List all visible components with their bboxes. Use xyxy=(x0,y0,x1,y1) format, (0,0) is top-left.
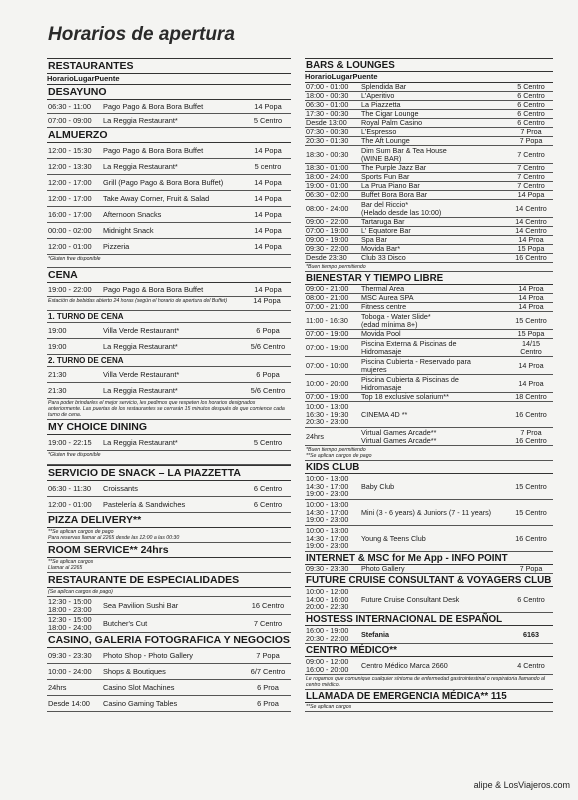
schedule-row xyxy=(47,383,291,399)
hours-cell: 10:00 - 24:00 xyxy=(48,666,92,676)
schedule-row xyxy=(305,375,553,393)
schedule-row xyxy=(47,283,291,297)
hours-cell: 07:00 - 10:00 xyxy=(306,360,349,370)
deck-cell: 7 Popa xyxy=(256,650,280,660)
schedule-row xyxy=(47,664,291,680)
deck-cell: 14 Popa xyxy=(254,101,282,111)
hours-cell: 10:00 - 12:00 14:00 - 16:00 20:00 - 22:30 xyxy=(306,587,349,612)
footnote: *Buen tiempo permitiendo **Se aplican cargos de pago xyxy=(305,446,553,461)
hours-cell: Horario xyxy=(305,72,332,81)
schedule-row xyxy=(305,137,553,146)
deck-cell: 16 Centro xyxy=(251,600,285,610)
hours-cell: 06:30 - 11:00 xyxy=(48,101,92,111)
place-cell: Spa Bar xyxy=(361,235,387,245)
deck-cell: 7 Centro xyxy=(517,149,545,159)
section-header: FUTURE CRUISE CONSULTANT & VOYAGERS CLUB xyxy=(306,575,552,586)
schedule-row xyxy=(305,626,553,644)
place-cell: Shops & Boutiques xyxy=(103,666,166,676)
section-header: ALMUERZO xyxy=(47,128,291,143)
subsection-header: 2. TURNO DE CENA xyxy=(47,355,291,367)
deck-cell: 7 Centro xyxy=(517,172,545,182)
place-cell: Take Away Corner, Fruit & Salad xyxy=(103,193,210,203)
place-cell: Villa Verde Restaurant* xyxy=(103,325,180,335)
hours-cell: 07:00 - 01:00 xyxy=(306,82,349,92)
deck-cell: 18 Centro xyxy=(515,392,547,402)
footnote: *Buen tiempo permitiendo xyxy=(305,263,553,272)
hours-cell: 16:00 - 17:00 xyxy=(48,209,92,219)
hours-cell: 12:00 - 13:30 xyxy=(48,161,92,171)
schedule-row xyxy=(47,159,291,175)
section-header: PIZZA DELIVERY** xyxy=(47,513,291,528)
deck-cell: 14 Centro xyxy=(515,226,547,236)
place-cell: The Aft Lounge xyxy=(361,136,410,146)
hours-cell: 16:00 - 19:00 20:30 - 22:00 xyxy=(306,625,349,643)
place-cell: Fitness centre xyxy=(361,302,407,312)
watermark-credit: alipe & LosViajeros.com xyxy=(473,780,570,790)
place-cell: MSC Aurea SPA xyxy=(361,293,414,303)
deck-cell: 14 Centro xyxy=(515,217,547,227)
deck-cell: 6 Popa xyxy=(256,325,280,335)
section-header: CENA xyxy=(47,268,291,283)
hours-cell: 17:30 - 00:30 xyxy=(306,109,349,119)
hours-cell: 19:00 - 22:15 xyxy=(48,437,92,447)
place-cell: Croissants xyxy=(103,483,138,493)
hours-cell: 06:30 - 11:30 xyxy=(48,483,92,493)
hours-cell: 07:30 - 00:30 xyxy=(306,127,349,137)
schedule-row xyxy=(47,696,291,712)
section-header: DESAYUNO xyxy=(47,85,291,100)
deck-cell: 5/6 Centro xyxy=(250,385,286,395)
deck-cell: 7 Centro xyxy=(517,181,545,191)
place-cell: L' Equatore Bar xyxy=(361,226,411,236)
hours-cell: 07:00 - 19:00 xyxy=(306,392,349,402)
deck-cell: 7 Centro xyxy=(517,163,545,173)
deck-cell: 15 Centro xyxy=(515,507,547,517)
schedule-row xyxy=(305,428,553,446)
deck-cell: 6 Centro xyxy=(253,483,283,493)
deck-cell: 14 Proa xyxy=(518,378,544,388)
footnote: (Se aplican cargos de pago) xyxy=(47,588,291,597)
place-cell: La Reggia Restaurant* xyxy=(103,161,178,171)
deck-cell: 16 Centro xyxy=(515,253,547,263)
place-cell: Sports Fun Bar xyxy=(361,172,410,182)
schedule-row xyxy=(47,223,291,239)
schedule-row xyxy=(47,680,291,696)
hours-cell: 07:00 - 21:00 xyxy=(306,302,349,312)
deck-cell: Puente xyxy=(94,74,120,83)
place-cell: Afternoon Snacks xyxy=(103,209,162,219)
schedule-row xyxy=(47,175,291,191)
schedule-row xyxy=(305,191,553,200)
place-cell: Tartaruga Bar xyxy=(361,217,405,227)
schedule-row xyxy=(305,330,553,339)
hours-cell: 07:00 - 19:00 xyxy=(306,342,349,352)
deck-cell: 14 Popa xyxy=(254,284,282,294)
deck-cell: 6 Centro xyxy=(517,109,545,119)
deck-cell: 15 Centro xyxy=(515,315,547,325)
place-cell: Young & Teens Club xyxy=(361,533,426,543)
section-header: HOSTESS INTERNACIONAL DE ESPAÑOL xyxy=(305,613,553,626)
place-cell: Dim Sum Bar & Tea House (WINE BAR) xyxy=(361,145,447,163)
hours-cell: 12:00 - 01:00 xyxy=(48,499,92,509)
section-header: BIENESTAR Y TIEMPO LIBRE xyxy=(305,272,553,285)
schedule-row xyxy=(47,435,291,451)
place-cell: La Reggia Restaurant* xyxy=(103,385,178,395)
hours-cell: 12:00 - 17:00 xyxy=(48,177,92,187)
deck-cell: 7 Proa xyxy=(520,127,542,137)
section-header: KIDS CLUB xyxy=(305,461,553,474)
hours-cell: 09:00 - 12:00 16:00 - 20:00 xyxy=(306,656,349,674)
place-cell: Piscina Cubierta - Reservado para mujeres xyxy=(361,356,471,374)
hours-cell: 09:00 - 19:00 xyxy=(306,235,349,245)
hours-cell: 19:00 xyxy=(48,325,67,335)
place-cell: Buffet Bora Bora Bar xyxy=(361,190,428,200)
deck-cell: 7 Popa xyxy=(519,136,543,146)
footnote: **Se aplican cargos Llamar al 2265 xyxy=(47,558,291,573)
hours-cell: 24hrs xyxy=(48,682,67,692)
deck-cell: 14 Proa xyxy=(518,293,544,303)
place-cell: Lugar xyxy=(73,74,95,83)
deck-cell: 14 Centro xyxy=(515,203,547,213)
deck-cell: 5 Centro xyxy=(253,115,283,125)
deck-cell: 14 Popa xyxy=(254,193,282,203)
section-header: INTERNET & MSC for Me App - INFO POINT xyxy=(305,552,553,565)
hours-cell: 18:00 - 24:00 xyxy=(306,172,349,182)
schedule-row xyxy=(305,303,553,312)
place-cell: Stefania xyxy=(361,629,389,639)
place-cell: Thermal Area xyxy=(361,284,405,294)
page-title: Horarios de apertura xyxy=(48,24,235,45)
place-cell: Photo Shop - Photo Gallery xyxy=(103,650,193,660)
hours-cell: Horario xyxy=(47,74,74,83)
right-column xyxy=(305,58,553,712)
section-header: ROOM SERVICE** 24hrs xyxy=(47,543,291,558)
schedule-row xyxy=(305,200,553,218)
hours-cell: 10:00 - 13:00 14:30 - 17:00 19:00 - 23:00 xyxy=(306,526,349,551)
deck-cell: 6 Popa xyxy=(256,369,280,379)
place-cell: Piscina Externa & Piscinas de Hidromasaje xyxy=(361,338,457,356)
schedule-row xyxy=(47,481,291,497)
hours-cell: Desde 14:00 xyxy=(48,698,90,708)
schedule-row xyxy=(305,526,553,552)
deck-cell: 6 Centro xyxy=(517,100,545,110)
schedule-row xyxy=(305,657,553,675)
left-column xyxy=(47,58,291,712)
deck-cell: 14 Popa xyxy=(517,190,545,200)
hours-cell: 11:00 - 16:30 xyxy=(306,315,348,325)
place-cell: Villa Verde Restaurant* xyxy=(103,369,180,379)
schedule-row xyxy=(305,474,553,500)
place-cell: La Reggia Restaurant* xyxy=(103,341,178,351)
deck-cell: 16 Centro xyxy=(515,409,547,419)
place-cell: The Purple Jazz Bar xyxy=(361,163,427,173)
hours-cell: 12:00 - 15:30 xyxy=(48,145,92,155)
hours-cell: 20:30 - 01:30 xyxy=(306,136,349,146)
place-cell: Royal Palm Casino xyxy=(361,118,423,128)
hours-cell: 12:00 - 01:00 xyxy=(48,241,92,251)
footnote: Para poder brindarles el mejor servicio, les pedimos que respeten los horarios designados anteriormente. Las puertas de los restaurantes se cerrarán 15 minutos después de que comience cada turno de cena. xyxy=(47,399,291,420)
deck-cell: 5 centro xyxy=(254,161,282,171)
subsection-header: 1. TURNO DE CENA xyxy=(47,311,291,323)
place-cell: Movida Bar* xyxy=(361,244,401,254)
section-header: BARS & LOUNGES xyxy=(305,58,553,72)
place-cell: Club 33 Disco xyxy=(361,253,406,263)
hours-cell: 12:00 - 17:00 xyxy=(48,193,92,203)
deck-cell: 6163 xyxy=(523,629,539,639)
place-cell: Photo Gallery xyxy=(361,564,405,574)
schedule-row xyxy=(47,367,291,383)
hours-cell: 18:00 - 00:30 xyxy=(306,91,349,101)
section-header: LLAMADA DE EMERGENCIA MÉDICA** 115 xyxy=(305,690,553,703)
schedule-row xyxy=(305,500,553,526)
section-header: CASINO, GALERIA FOTOGRAFICA Y NEGOCIOS xyxy=(48,634,290,646)
section-header: RESTAURANTES xyxy=(47,58,291,74)
deck-cell: Puente xyxy=(352,72,378,81)
place-cell: Future Cruise Consultant Desk xyxy=(361,594,460,604)
place-cell: Splendida Bar xyxy=(361,82,407,92)
section-header: RESTAURANTE DE ESPECIALIDADES xyxy=(47,573,291,588)
hours-cell: 18:30 - 01:00 xyxy=(306,163,349,173)
deck-cell: 7 Popa xyxy=(519,564,543,574)
place-cell: Pastelería & Sandwiches xyxy=(103,499,186,509)
deck-cell: 14 Popa xyxy=(254,241,282,251)
schedule-row xyxy=(47,100,291,114)
schedule-row xyxy=(47,143,291,159)
deck-cell: 14 Popa xyxy=(254,225,282,235)
hours-cell: 09:30 - 23:30 xyxy=(48,650,92,660)
deck-cell: 14 Proa xyxy=(518,284,544,294)
place-cell: La Reggia Restaurant* xyxy=(103,115,178,125)
deck-cell: 6 Centro xyxy=(253,499,283,509)
hours-cell: 24hrs xyxy=(306,431,324,441)
deck-cell: 14 Proa xyxy=(518,235,544,245)
hours-cell: 09:30 - 23:30 xyxy=(306,564,349,574)
place-cell: L'Aperitivo xyxy=(361,91,395,101)
schedule-row xyxy=(47,239,291,255)
place-cell: La Prua Piano Bar xyxy=(361,181,420,191)
place-cell: Top 18 exclusive solarium** xyxy=(361,392,449,402)
footnote: **Se aplican cargos xyxy=(305,703,553,712)
hours-cell: 21:30 xyxy=(48,369,67,379)
place-cell: Bar del Riccio* (Helado desde las 10:00) xyxy=(361,199,442,217)
place-cell: Piscina Cubierta & Piscinas de Hidromasaje xyxy=(361,374,459,392)
place-cell: Centro Médico Marca 2660 xyxy=(361,660,448,670)
place-cell: CINEMA 4D ** xyxy=(361,409,408,419)
place-cell: Grill (Pago Pago & Bora Bora Buffet) xyxy=(103,177,224,187)
place-cell: La Piazzetta xyxy=(361,100,401,110)
place-cell: Pizzeria xyxy=(103,241,130,251)
section-header: SERVICIO DE SNACK – LA PIAZZETTA xyxy=(47,465,291,481)
place-cell: Mini (3 - 6 years) & Juniors (7 - 11 years) xyxy=(361,507,492,517)
hours-cell: 12:30 - 15:00 18:00 - 24:00 xyxy=(48,614,92,632)
schedule-row xyxy=(305,393,553,402)
place-cell: Toboga - Water Slide* (edad mínima 8+) xyxy=(361,311,431,329)
schedule-row xyxy=(47,207,291,223)
place-cell: La Reggia Restaurant* xyxy=(103,437,178,447)
schedule-row xyxy=(47,323,291,339)
deck-cell: 6/7 Centro xyxy=(250,666,286,676)
hours-cell: 08:00 - 21:00 xyxy=(306,293,349,303)
place-cell: Movida Pool xyxy=(361,329,401,339)
hours-cell: 08:00 - 24:00 xyxy=(306,203,349,213)
place-cell: The Cigar Lounge xyxy=(361,109,419,119)
hours-cell: 18:30 - 00:30 xyxy=(306,149,349,159)
schedule-row xyxy=(47,497,291,513)
hours-cell: 12:30 - 15:00 18:00 - 23:00 xyxy=(48,596,92,614)
deck-cell: 6 Proa xyxy=(257,698,279,708)
deck-cell: 6 Centro xyxy=(517,91,545,101)
schedule-row xyxy=(47,597,291,615)
schedule-row xyxy=(47,191,291,207)
deck-cell: 15 Popa xyxy=(517,244,545,254)
column-headers xyxy=(47,74,291,85)
schedule-row xyxy=(305,254,553,263)
schedule-row xyxy=(305,339,553,357)
place-cell: Casino Gaming Tables xyxy=(103,698,178,708)
hours-cell: 10:00 - 20:00 xyxy=(306,378,349,388)
place-cell: Butcher's Cut xyxy=(103,618,148,628)
footnote: *Gluten free disponible xyxy=(47,255,291,268)
deck-cell: 14 Proa xyxy=(518,302,544,312)
deck-cell: 15 Centro xyxy=(515,481,547,491)
footnote: Estación de bebidas abierto 24 horas (según el horario de apertura del Buffet) 14 Popa xyxy=(47,297,291,311)
hours-cell: 07:00 - 19:00 xyxy=(306,226,349,236)
hours-cell: 09:30 - 22:00 xyxy=(306,244,349,254)
hours-cell: 06:30 - 02:00 xyxy=(306,190,349,200)
deck-cell: 7 Centro xyxy=(253,618,283,628)
deck-cell: 6 Centro xyxy=(517,118,545,128)
place-cell: Pago Pago & Bora Bora Buffet xyxy=(103,284,204,294)
place-cell: Baby Club xyxy=(361,481,395,491)
hours-cell: 19:00 xyxy=(48,341,67,351)
place-cell: Pago Pago & Bora Bora Buffet xyxy=(103,145,204,155)
deck-cell: 14 Popa xyxy=(254,145,282,155)
deck-cell: 14/15 Centro xyxy=(520,338,542,356)
deck-cell: 7 Proa 16 Centro xyxy=(515,427,547,445)
deck-cell: 14 Proa xyxy=(518,360,544,370)
schedule-row xyxy=(47,114,291,128)
schedule-row xyxy=(305,565,553,574)
place-cell: Lugar xyxy=(331,72,353,81)
deck-cell: 5/6 Centro xyxy=(250,341,286,351)
schedule-row xyxy=(47,615,291,633)
deck-cell: 14 Popa xyxy=(254,177,282,187)
hours-cell: 10:00 - 13:00 14:30 - 17:00 19:00 - 23:00 xyxy=(306,474,349,499)
deck-cell: 16 Centro xyxy=(515,533,547,543)
place-cell: L'Espresso xyxy=(361,127,397,137)
deck-cell: 14 Popa xyxy=(254,209,282,219)
place-cell: Casino Slot Machines xyxy=(103,682,175,692)
hours-cell: 09:00 - 21:00 xyxy=(306,284,349,294)
place-cell: Pago Pago & Bora Bora Buffet xyxy=(103,101,204,111)
hours-cell: 09:00 - 22:00 xyxy=(306,217,349,227)
section-header: MY CHOICE DINING xyxy=(47,420,291,435)
section-header: CENTRO MÉDICO** xyxy=(305,644,553,657)
deck-cell: 5 Centro xyxy=(253,437,283,447)
schedule-row xyxy=(305,312,553,330)
schedule-row xyxy=(47,648,291,664)
place-cell: Sea Pavilion Sushi Bar xyxy=(103,600,179,610)
deck-cell: 5 Centro xyxy=(517,82,545,92)
place-cell: Virtual Games Arcade** Virtual Games Arcade** xyxy=(361,427,437,445)
hours-cell: 10:00 - 13:00 16:30 - 19:30 20:30 - 23:00 xyxy=(306,402,349,427)
hours-cell: 07:00 - 19:00 xyxy=(306,329,349,339)
hours-cell: 21:30 xyxy=(48,385,67,395)
deck-cell: 4 Centro xyxy=(517,660,545,670)
hours-cell: Desde 23:30 xyxy=(306,253,347,263)
footnote: Le rogamos que comunique cualquier síntoma de enfermedad gastrointestinal o respiratoria llamando al centro médico. xyxy=(305,675,553,690)
schedule-row xyxy=(305,402,553,428)
hours-cell: 00:00 - 02:00 xyxy=(48,225,92,235)
footnote: **Se aplican cargos de pago Para reservas llamar al 2265 desde las 12:00 a las 00:30 xyxy=(47,528,291,543)
footnote: *Gluten free disponible xyxy=(47,451,291,465)
place-cell: Midnight Snack xyxy=(103,225,154,235)
deck-cell: 6 Centro xyxy=(517,594,545,604)
schedule-row xyxy=(305,587,553,613)
hours-cell: 06:30 - 01:00 xyxy=(306,100,349,110)
schedule-row xyxy=(305,146,553,164)
hours-cell: 07:00 - 09:00 xyxy=(48,115,92,125)
hours-cell: Desde 13:00 xyxy=(306,118,347,128)
hours-cell: 19:00 - 22:00 xyxy=(48,284,92,294)
schedule-row xyxy=(305,357,553,375)
deck-cell: 15 Popa xyxy=(517,329,545,339)
hours-cell: 10:00 - 13:00 14:30 - 17:00 19:00 - 23:00 xyxy=(306,500,349,525)
hours-cell: 19:00 - 01:00 xyxy=(306,181,349,191)
deck-cell: 6 Proa xyxy=(257,682,279,692)
schedule-row xyxy=(47,339,291,355)
